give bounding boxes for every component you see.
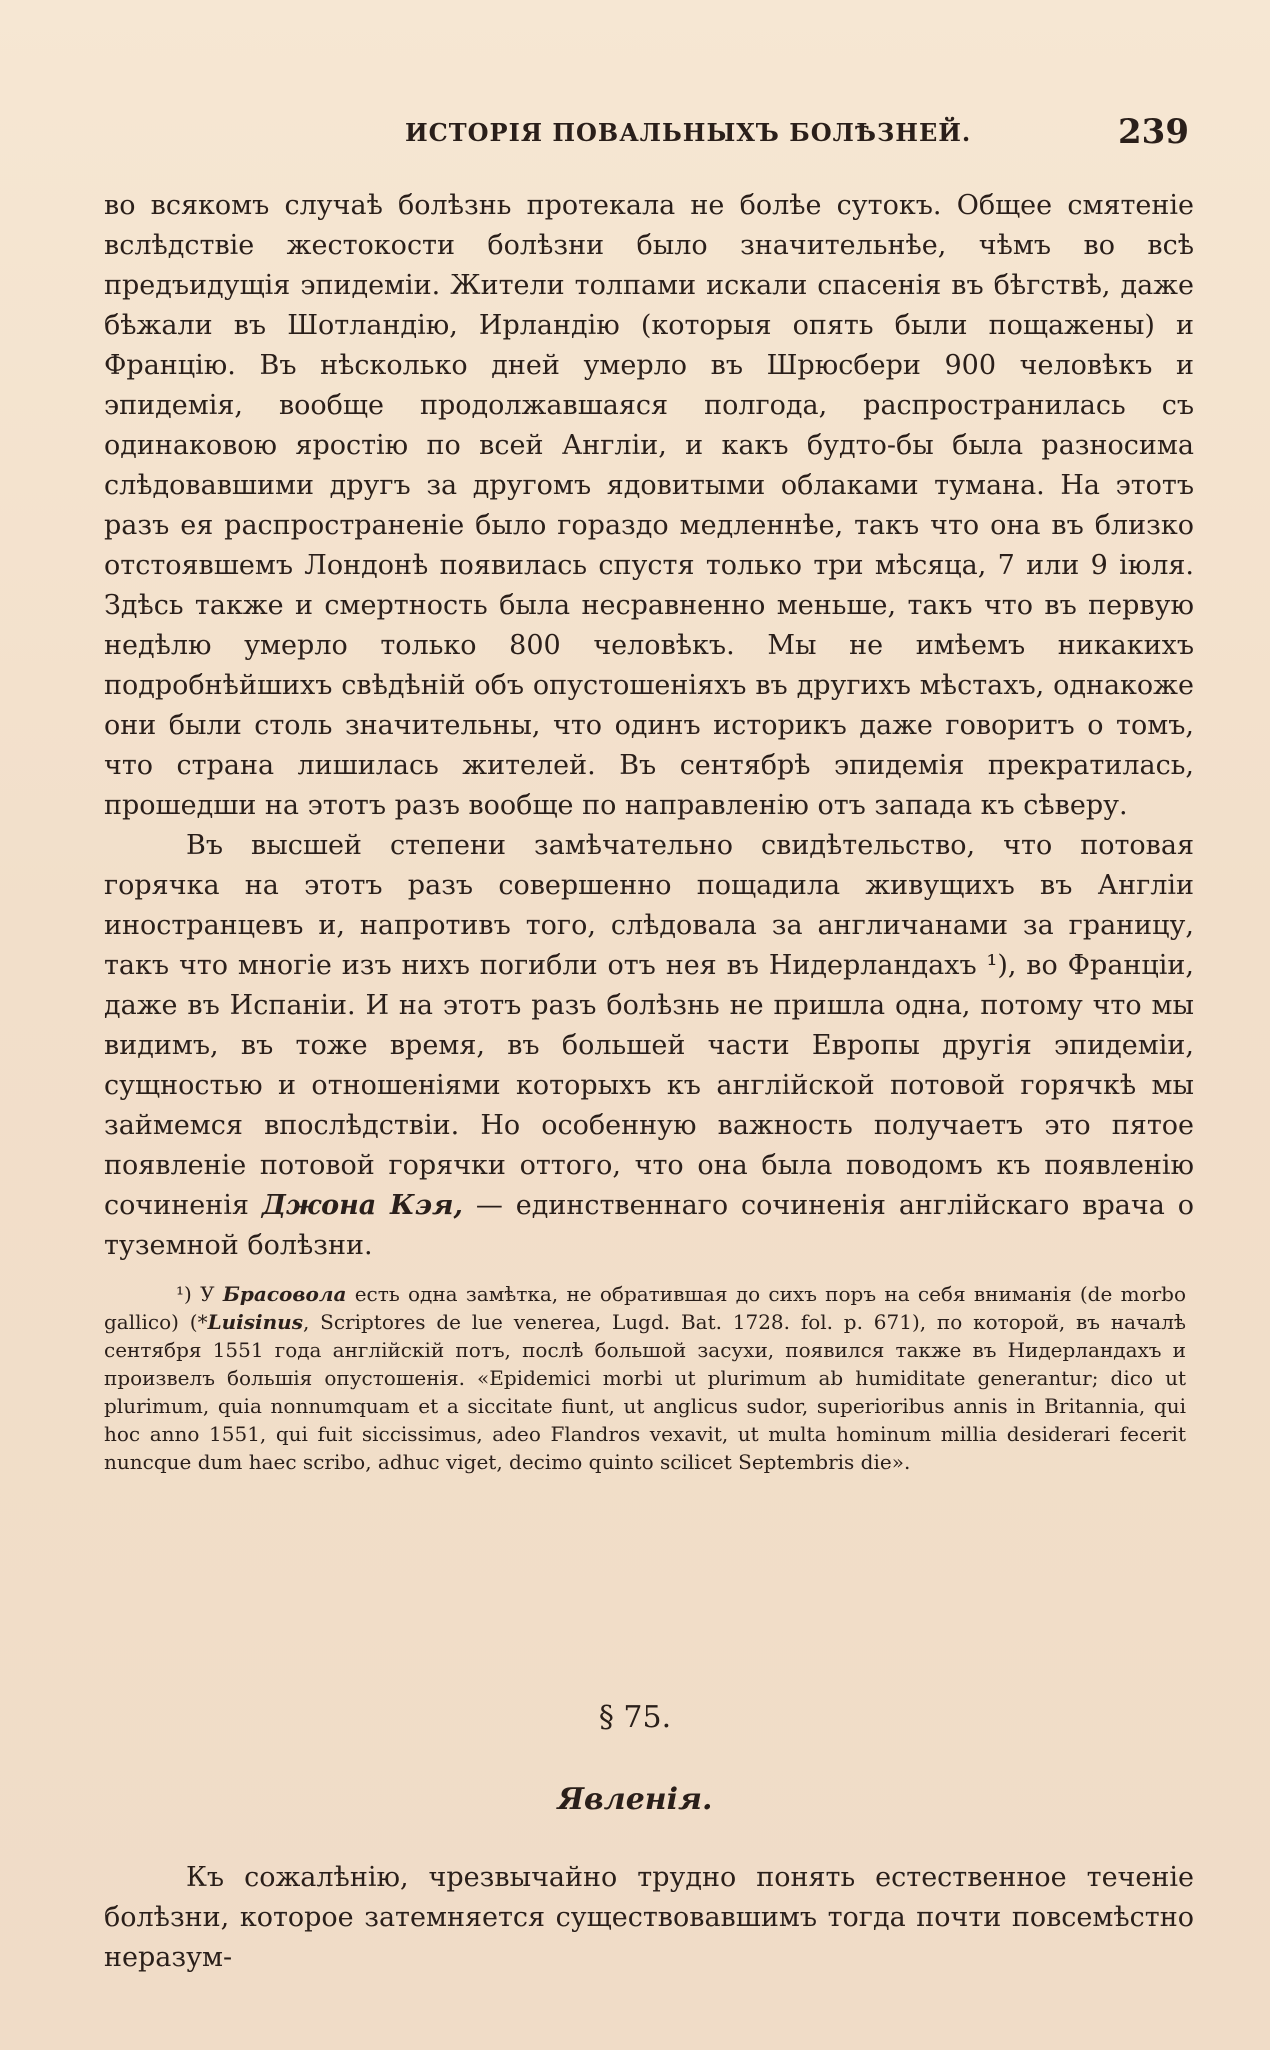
paragraph-2 (104, 826, 1194, 1266)
footnote-author: Брасовола (222, 1282, 347, 1306)
author-name: Джона Кэя, (261, 1190, 463, 1221)
paragraph-2-start: Въ высшей степени замѣчательно свидѣтельство, что потовая горячка на этотъ разъ совершенно пощадила живущихъ въ Англіи иностранцевъ и, напротивъ того, слѣдовала за англичанами за границу, такъ что многіе изъ нихъ погибли отъ нея въ Нидерландахъ ¹), во Франціи, даже въ Испаніи. И на этотъ разъ болѣзнь не пришла одна, потому что мы видимъ, въ тоже время, въ большей части Европы другія эпидеміи, сущностью и отношеніями которыхъ къ англійской потовой горячкѣ мы займемся впослѣдствіи. Но особенную важность получаетъ это пятое появленіе потовой горячки оттого, что она была поводомъ къ появленію сочиненія (104, 830, 1194, 1221)
paragraph-2-end: — единственнаго сочиненія англійскаго врача о туземной болѣзни. (104, 1190, 1195, 1261)
section-title: Явленія. (557, 1782, 713, 1817)
section-number: § 75. (598, 1700, 672, 1735)
section-text (104, 1858, 1194, 1978)
footnote (104, 1280, 1186, 1476)
running-title: ИСТОРІЯ ПОВАЛЬНЫХЪ БОЛѢЗНЕЙ. (405, 118, 972, 147)
page-number: 239 (1118, 112, 1189, 152)
footnote-text-a: есть одна замѣтка, не обратившая до сихъ поръ на себя вниманія (de morbo gallico) (* (104, 1282, 1186, 1334)
footnote-marker: ¹) У (176, 1282, 223, 1306)
footnote-1 (104, 1280, 1186, 1476)
footnote-text-b: , Scriptores de lue venerea, Lugd. Bat. 1728. fol. p. 671), по которой, въ началѣ сентября 1551 года англійскій потъ, послѣ большой засухи, появился также въ Нидерландахъ и произвелъ большія опустошенія. «Epidemici morbi ut plurimum ab humiditate generantur; dico ut plurimum, quia nonnumquam et a siccitate fiunt, ut anglicus sudor, superioribus annis in Britannia, qui hoc anno 1551, qui fuit siccissimus, adeo Flandros vexavit, ut multa hominum millia desiderari fecerit nuncque dum haec scribo, adhuc viget, decimo quinto scilicet Septembris die». (104, 1310, 1186, 1474)
paragraph-1: во всякомъ случаѣ болѣзнь протекала не болѣе сутокъ. Общее смятеніе вслѣдствіе жестокости болѣзни было значительнѣе, чѣмъ во всѣ предъидущія эпидеміи. Жители толпами искали спасенія въ бѣгствѣ, даже бѣжали въ Шотландію, Ирландію (которыя опять были пощажены) и Францію. Въ нѣсколько дней умерло въ Шрюсбери 900 человѣкъ и эпидемія, вообще продолжавшаяся полгода, распространилась съ одинаковою яростію по всей Англіи, и какъ будто-бы была разносима слѣдовавшими другъ за другомъ ядовитыми облаками тумана. На этотъ разъ ея распространеніе было гораздо медленнѣе, такъ что она въ близко отстоявшемъ Лондонѣ появилась спустя только три мѣсяца, 7 или 9 іюля. Здѣсь также и смертность была несравненно меньше, такъ что въ первую недѣлю умерло только 800 человѣкъ. Мы не имѣемъ никакихъ подробнѣйшихъ свѣдѣній объ опустошеніяхъ въ другихъ мѣстахъ, однакоже они были столь значительны, что одинъ историкъ даже говоритъ о томъ, что страна лишилась жителей. Въ сентябрѣ эпидемія прекратилась, прошедши на этотъ разъ вообще по направленію отъ запада къ сѣверу. (104, 190, 1194, 821)
section-paragraph: Къ сожалѣнію, чрезвычайно трудно понять естественное теченіе болѣзни, которое затемняется существовавшимъ тогда почти повсемѣстно неразум- (104, 1862, 1194, 1973)
footnote-source: Luisinus (207, 1310, 303, 1334)
main-text (104, 186, 1194, 1266)
